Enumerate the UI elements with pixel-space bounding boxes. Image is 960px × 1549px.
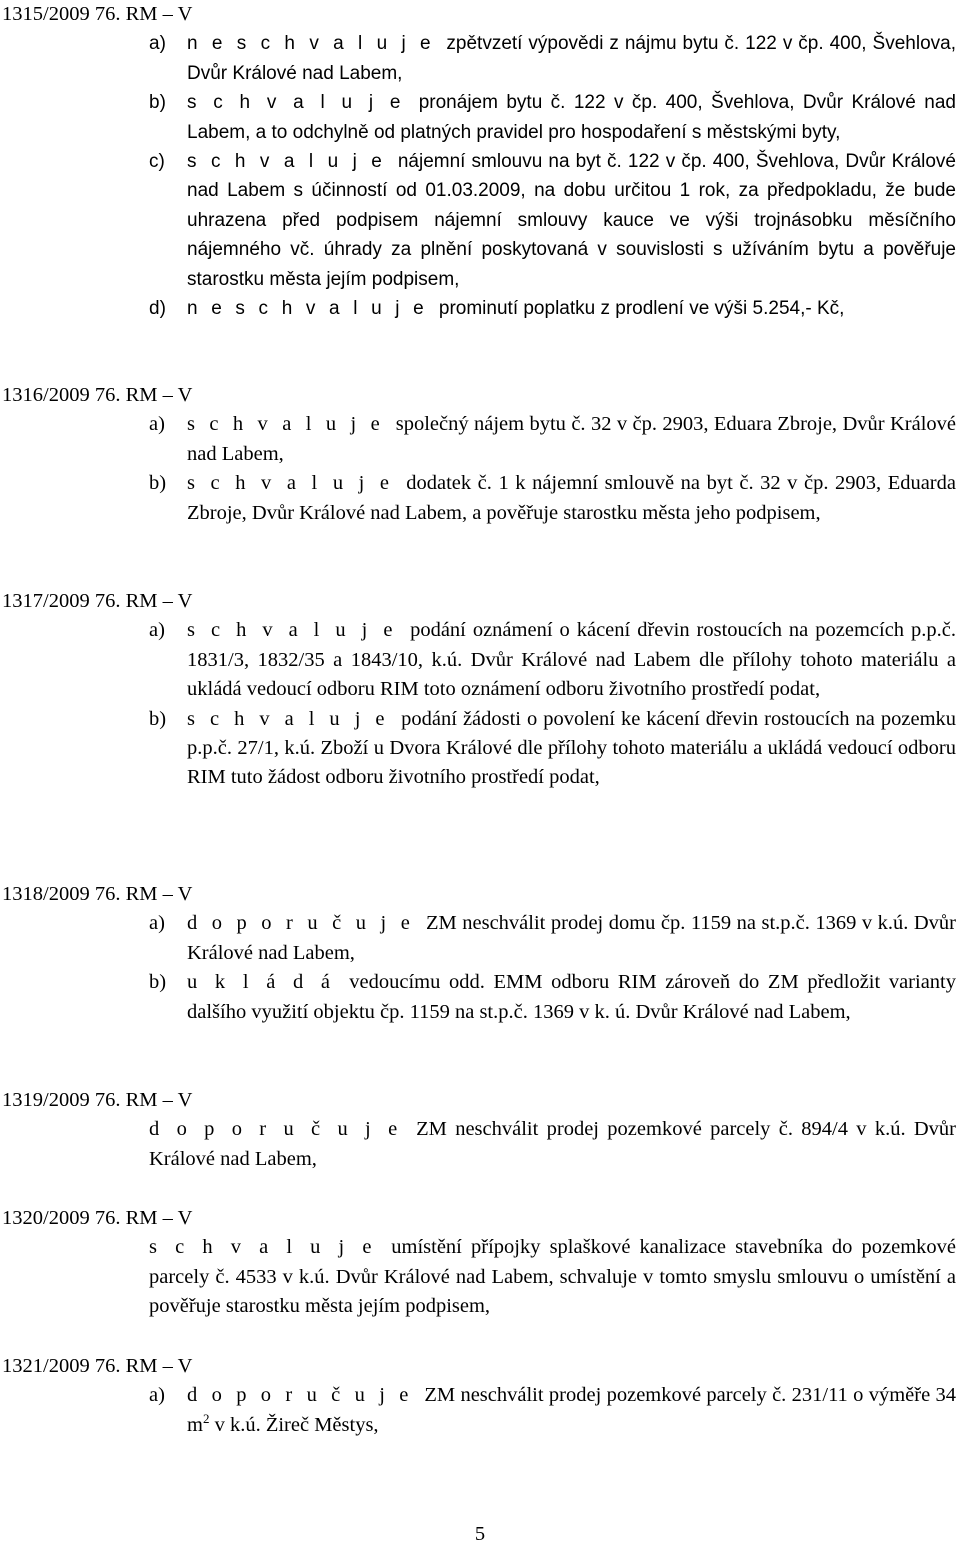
item-label: a)	[149, 912, 165, 935]
item-text: umístění přípojky splaškové kanalizace stavebníka do pozemkové parcely č. 4533 v k.ú. Dvůr Králové nad Labem, schvaluje v tomto smyslu smlouvu o umístění a pověřuje starostku města jejím podpisem,	[149, 1236, 957, 1318]
resolution-item	[0, 909, 960, 968]
item-text: ZM neschválit prodej pozemkové parcely č. 894/4 v k.ú. Dvůr Králové nad Labem,	[149, 1118, 957, 1170]
resolution-header	[2, 381, 960, 410]
decision-verb: s c h v a l u j e	[187, 151, 387, 173]
resolution-1321	[0, 1352, 960, 1440]
item-text: společný nájem bytu č. 32 v čp. 2903, Eduara Zbroje, Dvůr Králové nad Labem,	[187, 413, 956, 465]
item-text: ZM neschválit prodej pozemkové parcely č. 231/11 o výměře 34 m	[187, 1384, 957, 1436]
meeting-ref: 76. RM – V	[94, 883, 193, 905]
decision-verb: s c h v a l u j e	[187, 619, 397, 642]
resolution-1320	[0, 1204, 960, 1322]
resolution-item	[0, 1381, 960, 1440]
item-label: a)	[149, 413, 165, 436]
resolution-item	[0, 968, 960, 1027]
resolution-id: 1321/2009	[2, 1355, 90, 1377]
meeting-ref: 76. RM – V	[94, 1089, 193, 1111]
resolution-1317	[0, 587, 960, 793]
item-label: b)	[149, 707, 167, 730]
item-label: c)	[149, 151, 165, 173]
decision-verb: d o p o r u č u j e	[149, 1118, 402, 1141]
item-label: b)	[149, 472, 167, 495]
resolution-item	[0, 29, 960, 88]
item-text: podání oznámení o kácení dřevin rostoucích na pozemcích p.p.č. 1831/3, 1832/35 a 1843/10, k.ú. Dvůr Králové nad Labem dle přílohy tohoto materiálu a ukládá vedoucí odboru RIM toto oznámení odboru životního prostředí podat,	[187, 619, 956, 701]
decision-verb: s c h v a l u j e	[187, 413, 385, 436]
resolution-1318	[0, 880, 960, 1027]
resolution-1316	[0, 381, 960, 528]
item-text: nájemní smlouvu na byt č. 122 v čp. 400, Švehlova, Dvůr Králové nad Labem s účinností od 01.03.2009, na dobu určitou 1 rok, za předpokladu, že bude uhrazena před podpisem nájemní smlouvy kauce ve výši trojnásobku měsíčního nájemného vč. úhrady za plnění poskytovaná v souvislosti s užíváním bytu a pověřuje starostku města jejím podpisem,	[187, 151, 956, 290]
decision-verb: n e s c h v a l u j e	[187, 33, 435, 55]
decision-verb: s c h v a l u j e	[187, 472, 394, 495]
resolution-header	[2, 880, 960, 909]
resolution-item	[0, 410, 960, 469]
decision-verb: d o p o r u č u j e	[187, 912, 415, 935]
item-text: ZM neschválit prodej domu čp. 1159 na st.p.č. 1369 v k.ú. Dvůr Králové nad Labem,	[187, 912, 956, 964]
item-text: podání žádosti o povolení ke kácení dřevin rostoucích na pozemku p.p.č. 27/1, k.ú. Zboží u Dvora Králové dle přílohy tohoto materiálu a ukládá vedoucí odboru RIM tuto žádost odboru životního prostředí podat,	[187, 707, 957, 789]
item-text: zpětvzetí výpovědi z nájmu bytu č. 122 v čp. 400, Švehlova, Dvůr Králové nad Labem,	[187, 33, 956, 84]
resolution-id: 1319/2009	[2, 1089, 90, 1111]
resolution-id: 1318/2009	[2, 883, 90, 905]
resolution-item	[0, 616, 960, 704]
item-text: dodatek č. 1 k nájemní smlouvě na byt č. 32 v čp. 2903, Eduarda Zbroje, Dvůr Králové nad Labem, a pověřuje starostku města jeho podpisem,	[187, 472, 956, 524]
resolution-1319	[0, 1086, 960, 1174]
meeting-ref: 76. RM – V	[94, 1207, 193, 1229]
meeting-ref: 76. RM – V	[94, 384, 193, 406]
resolution-item	[0, 147, 960, 294]
resolution-item	[0, 88, 960, 147]
resolution-header	[2, 1352, 960, 1381]
item-label: b)	[149, 92, 166, 114]
item-text: pronájem bytu č. 122 v čp. 400, Švehlova, Dvůr Králové nad Labem, a to odchylně od platných pravidel pro hospodaření s městskými byty,	[187, 92, 956, 143]
meeting-ref: 76. RM – V	[94, 3, 193, 25]
superscript-exponent: 2	[202, 1410, 210, 1426]
resolution-header	[2, 0, 960, 29]
decision-verb: d o p o r u č u j e	[187, 1384, 413, 1407]
resolution-item	[0, 469, 960, 528]
item-label: a)	[149, 1384, 165, 1407]
resolution-id: 1315/2009	[2, 3, 90, 25]
resolution-1315	[0, 0, 960, 323]
resolution-header	[2, 1204, 960, 1233]
decision-verb: s c h v a l u j e	[149, 1236, 376, 1259]
resolution-item	[0, 1233, 960, 1321]
item-text: prominutí poplatku z prodlení ve výši 5.254,- Kč,	[438, 298, 845, 320]
resolution-header	[2, 587, 960, 616]
resolution-item	[0, 1115, 960, 1174]
meeting-ref: 76. RM – V	[94, 1355, 193, 1377]
resolution-header	[2, 1086, 960, 1115]
item-text-after: v k.ú. Žireč Městys,	[209, 1413, 379, 1436]
item-text: vedoucímu odd. EMM odboru RIM zároveň do ZM předložit varianty dalšího využití objektu čp. 1159 na st.p.č. 1369 v k. ú. Dvůr Králové nad Labem,	[187, 971, 956, 1023]
item-label: a)	[149, 619, 165, 642]
resolution-item	[0, 294, 960, 323]
resolution-id: 1316/2009	[2, 384, 90, 406]
decision-verb: n e s c h v a l u j e	[187, 298, 428, 320]
decision-verb: u k l á d á	[187, 971, 335, 994]
resolution-id: 1317/2009	[2, 590, 90, 612]
decision-verb: s c h v a l u j e	[187, 92, 405, 114]
resolution-id: 1320/2009	[2, 1207, 90, 1229]
decision-verb: s c h v a l u j e	[187, 707, 390, 730]
page-number: 5	[474, 1523, 486, 1545]
item-label: b)	[149, 971, 167, 994]
meeting-ref: 76. RM – V	[94, 590, 193, 612]
item-label: a)	[149, 33, 166, 55]
item-label: d)	[149, 298, 166, 320]
resolution-item	[0, 705, 960, 793]
